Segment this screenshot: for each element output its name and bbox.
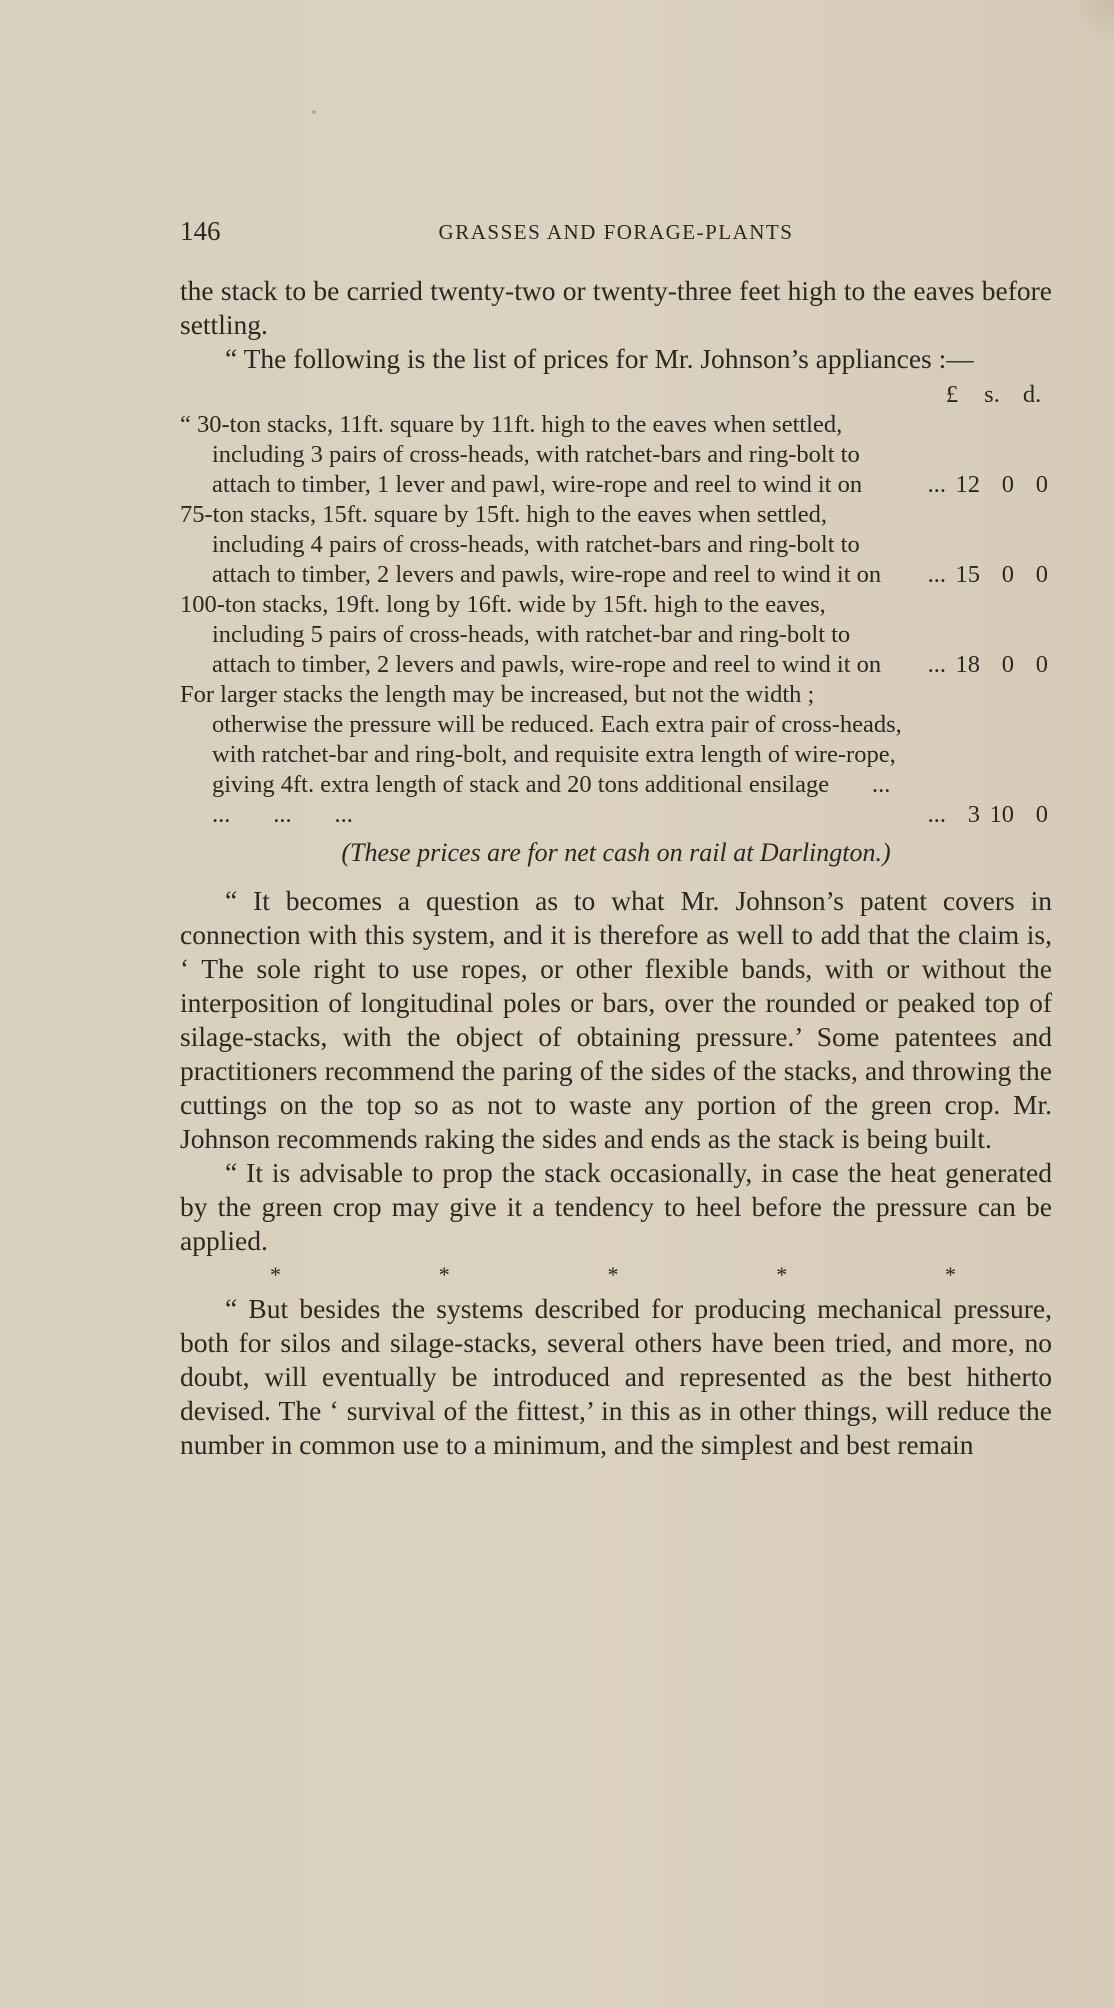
shillings: 10 bbox=[989, 801, 1014, 828]
pounds: 18 bbox=[955, 651, 980, 678]
price-item-description: “ 30-ton stacks, 11ft. square by 11ft. high to the eaves when settled, including 3 pairs of cross-heads, with ratchet-bars and ring-bolt to attach to timber, 1 lever and pawl, wire-rope and reel to wind it on bbox=[180, 411, 863, 498]
price-amount bbox=[950, 560, 1048, 590]
page-header bbox=[180, 216, 1052, 250]
leader-dots: ... bbox=[927, 801, 946, 828]
leader-dots: ... bbox=[927, 651, 946, 678]
price-note: (These prices are for net cash on rail at Darlington.) bbox=[341, 838, 891, 867]
page-corner-stain bbox=[1070, 0, 1114, 44]
pence-header: d. bbox=[1022, 381, 1042, 408]
paragraph-4: “ It is advisable to prop the stack occasionally, in case the heat generated by the green crop may give it a tendency to heel before the pressure can be applied. bbox=[180, 1157, 1052, 1256]
shillings-header: s. bbox=[984, 381, 1000, 408]
pence: 0 bbox=[1035, 561, 1048, 588]
leader-dots: ... bbox=[927, 471, 946, 498]
asterisk: * bbox=[438, 1262, 450, 1287]
pence: 0 bbox=[1035, 471, 1048, 498]
pounds-header: £ bbox=[945, 381, 959, 408]
asterisk: * bbox=[607, 1262, 619, 1287]
pounds: 12 bbox=[955, 471, 980, 498]
running-head: GRASSES AND FORAGE-PLANTS bbox=[438, 220, 794, 244]
shillings: 0 bbox=[1001, 561, 1014, 588]
asterisk: * bbox=[945, 1262, 956, 1287]
asterisk: * bbox=[776, 1262, 788, 1287]
price-item-100-ton bbox=[180, 590, 1052, 680]
paragraph-5: “ But besides the systems described for producing mechanical pressure, both for silos and silage-stacks, several others have been tried, and more, no doubt, will eventually be introduced and represented as the best hitherto devised. The ‘ survival of the fittest,’ in this as in other things, will reduce the number in common use to a minimum, and the simplest and best remain bbox=[180, 1293, 1052, 1460]
price-item-description: For larger stacks the length may be increased, but not the width ; otherwise the pressure will be reduced. Each extra pair of cross-heads, with ratchet-bar and ring-bolt, and requisite extra length of wire-rope, giving 4ft. extra length of stack and 20 tons additional ensilage ... ... ... ... bbox=[180, 681, 934, 828]
price-list bbox=[180, 380, 1052, 868]
page-body bbox=[180, 274, 1052, 1462]
price-item-extra-cross-heads bbox=[180, 680, 1052, 830]
paragraph-2: “ The following is the list of prices for Mr. Johnson’s appliances :— bbox=[225, 343, 974, 374]
pence: 0 bbox=[1035, 651, 1048, 678]
pence: 0 bbox=[1035, 801, 1048, 828]
price-amount bbox=[950, 800, 1048, 830]
pounds: 15 bbox=[955, 561, 980, 588]
currency-column-headers bbox=[180, 380, 1052, 410]
price-item-description: 75-ton stacks, 15ft. square by 15ft. high to the eaves when settled, including 4 pairs of cross-heads, with ratchet-bars and ring-bolt to attach to timber, 2 levers and pawls, wire-rope and reel to wind it on bbox=[180, 501, 882, 588]
price-amount bbox=[950, 650, 1048, 680]
page-number: 146 bbox=[180, 216, 221, 246]
asterisk: * bbox=[270, 1262, 281, 1287]
paragraph-3: “ It becomes a question as to what Mr. Johnson’s patent covers in connection with this system, and it is therefore as well to add that the claim is, ‘ The sole right to use ropes, or other flexible bands, with or without the interposition of longitudinal poles or bars, over the rounded or peaked top of silage-stacks, with the object of obtaining pressure.’ Some patentees and practitioners recommend the paring of the sides of the stacks, and throwing the cuttings on the top so as not to waste any portion of the green crop. Mr. Johnson recommends raking the sides and ends as the stack is being built. bbox=[180, 885, 1052, 1154]
paragraph-1: the stack to be carried twenty-two or twenty-three feet high to the eaves before settling. bbox=[180, 275, 1052, 340]
paper-speck bbox=[312, 110, 316, 114]
price-item-description: 100-ton stacks, 19ft. long by 16ft. wide by 15ft. high to the eaves, including 5 pairs of cross-heads, with ratchet-bar and ring-bolt to attach to timber, 2 levers and pawls, wire-rope and reel to wind it on bbox=[180, 591, 882, 678]
section-break-asterisks bbox=[180, 1258, 1052, 1292]
price-item-75-ton bbox=[180, 500, 1052, 590]
price-amount bbox=[950, 470, 1048, 500]
shillings: 0 bbox=[1001, 651, 1014, 678]
price-item-30-ton bbox=[180, 410, 1052, 500]
leader-dots: ... bbox=[927, 561, 946, 588]
shillings: 0 bbox=[1001, 471, 1014, 498]
pounds: 3 bbox=[967, 801, 980, 828]
